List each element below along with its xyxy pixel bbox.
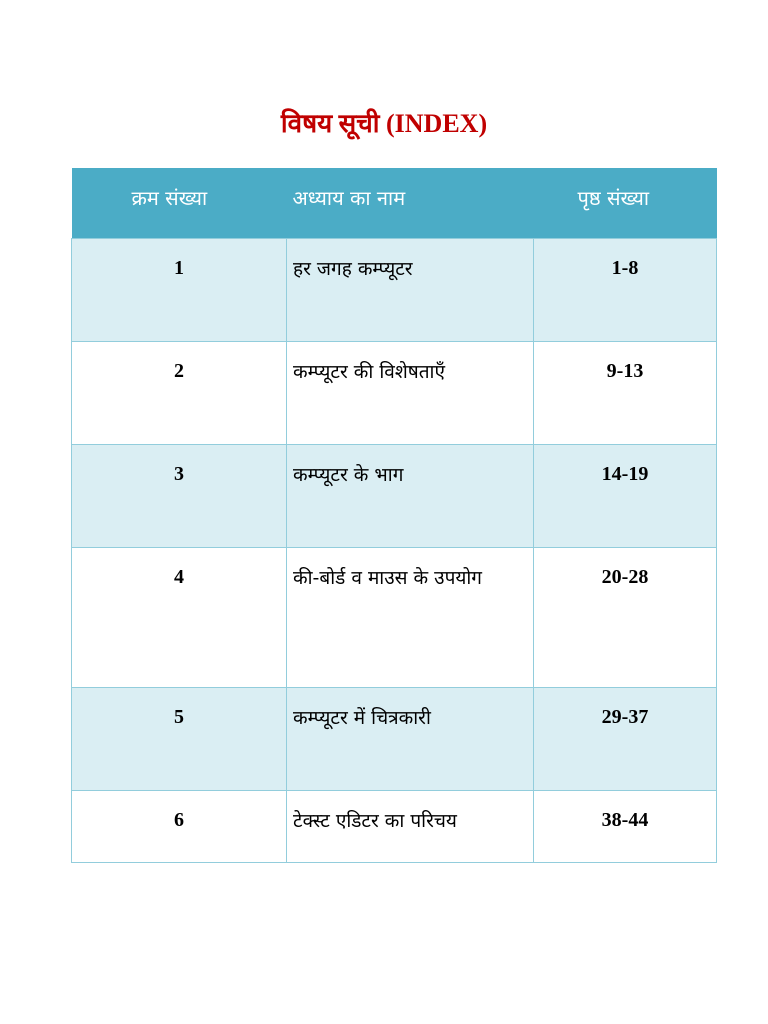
- table-row: [72, 341, 717, 444]
- chapter-name-cell: कम्प्यूटर में चित्रकारी: [287, 687, 534, 790]
- table-row: [72, 444, 717, 547]
- chapter-name-cell: टेक्स्ट एडिटर का परिचय: [287, 790, 534, 862]
- header-page-number: पृष्ठ संख्या: [534, 168, 717, 238]
- page-range-cell: 29-37: [534, 687, 717, 790]
- page-range-cell: 9-13: [534, 341, 717, 444]
- serial-number-cell: 1: [72, 238, 287, 341]
- table-row: [72, 687, 717, 790]
- header-serial-number: क्रम संख्या: [72, 168, 287, 238]
- table-row: [72, 238, 717, 341]
- table-header-row: [72, 168, 717, 238]
- chapter-name-cell: कम्प्यूटर के भाग: [287, 444, 534, 547]
- index-table: [71, 168, 717, 863]
- header-chapter-name: अध्याय का नाम: [287, 168, 534, 238]
- chapter-name-cell: की-बोर्ड व माउस के उपयोग: [287, 547, 534, 687]
- page-range-cell: 1-8: [534, 238, 717, 341]
- serial-number-cell: 6: [72, 790, 287, 862]
- page-range-cell: 38-44: [534, 790, 717, 862]
- serial-number-cell: 2: [72, 341, 287, 444]
- serial-number-cell: 3: [72, 444, 287, 547]
- page-title: विषय सूची (INDEX): [280, 109, 488, 138]
- table-row: [72, 790, 717, 862]
- serial-number-cell: 5: [72, 687, 287, 790]
- page-range-cell: 14-19: [534, 444, 717, 547]
- table-row: [72, 547, 717, 687]
- chapter-name-cell: कम्प्यूटर की विशेषताएँ: [287, 341, 534, 444]
- page-range-cell: 20-28: [534, 547, 717, 687]
- chapter-name-cell: हर जगह कम्प्यूटर: [287, 238, 534, 341]
- serial-number-cell: 4: [72, 547, 287, 687]
